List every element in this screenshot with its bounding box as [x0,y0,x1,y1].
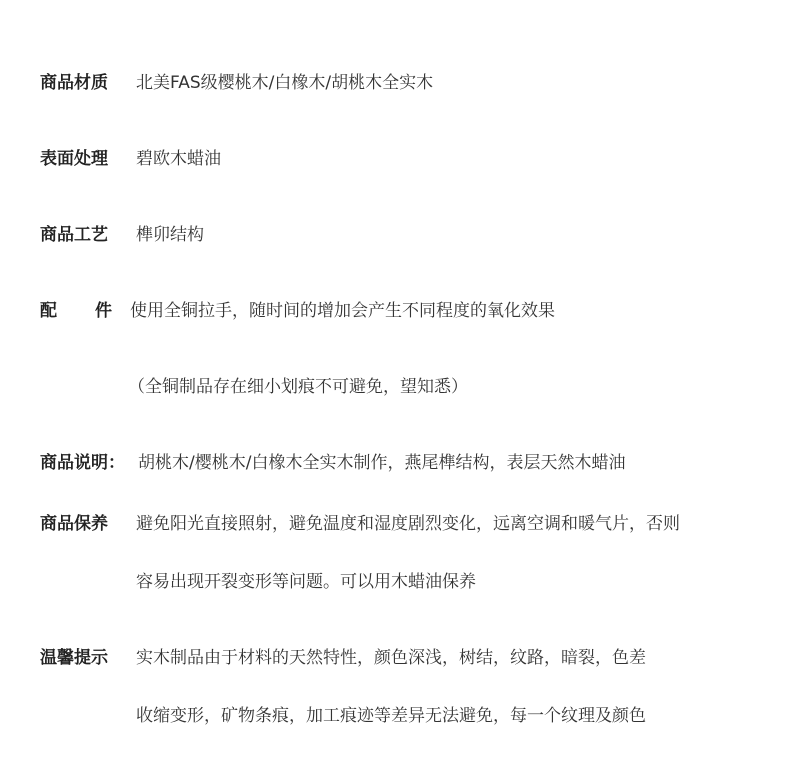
craft-value: 榫卯结构 [136,225,204,245]
tips-value-line2: 收缩变形，矿物条痕，加工痕迹等差异无法避免，每一个纹理及颜色 [136,706,646,726]
care-value-line2: 容易出现开裂变形等问题。可以用木蜡油保养 [136,572,476,592]
craft-label: 商品工艺 [40,225,108,245]
material-label: 商品材质 [40,73,108,93]
care-label: 商品保养 [40,514,108,534]
material-value: 北美FAS级樱桃木/白橡木/胡桃木全实木 [136,73,434,93]
tips-label: 温馨提示 [40,648,108,668]
tips-value-line1: 实木制品由于材料的天然特性，颜色深浅，树结，纹路，暗裂，色差 [136,648,646,668]
fittings-label-start: 配 [40,301,57,321]
description-label: 商品说明： [40,453,125,473]
fittings-value: 使用全铜拉手，随时间的增加会产生不同程度的氧化效果 [130,301,555,321]
care-value-line1: 避免阳光直接照射，避免温度和湿度剧烈变化，远离空调和暖气片，否则 [136,514,680,534]
surface-label: 表面处理 [40,149,108,169]
description-value: 胡桃木/樱桃木/白橡木全实木制作，燕尾榫结构，表层天然木蜡油 [138,453,626,473]
fittings-label-end: 件 [95,301,112,321]
fittings-label [40,303,112,320]
surface-value: 碧欧木蜡油 [136,149,221,169]
fittings-note: （全铜制品存在细小划痕不可避免，望知悉） [128,377,468,397]
